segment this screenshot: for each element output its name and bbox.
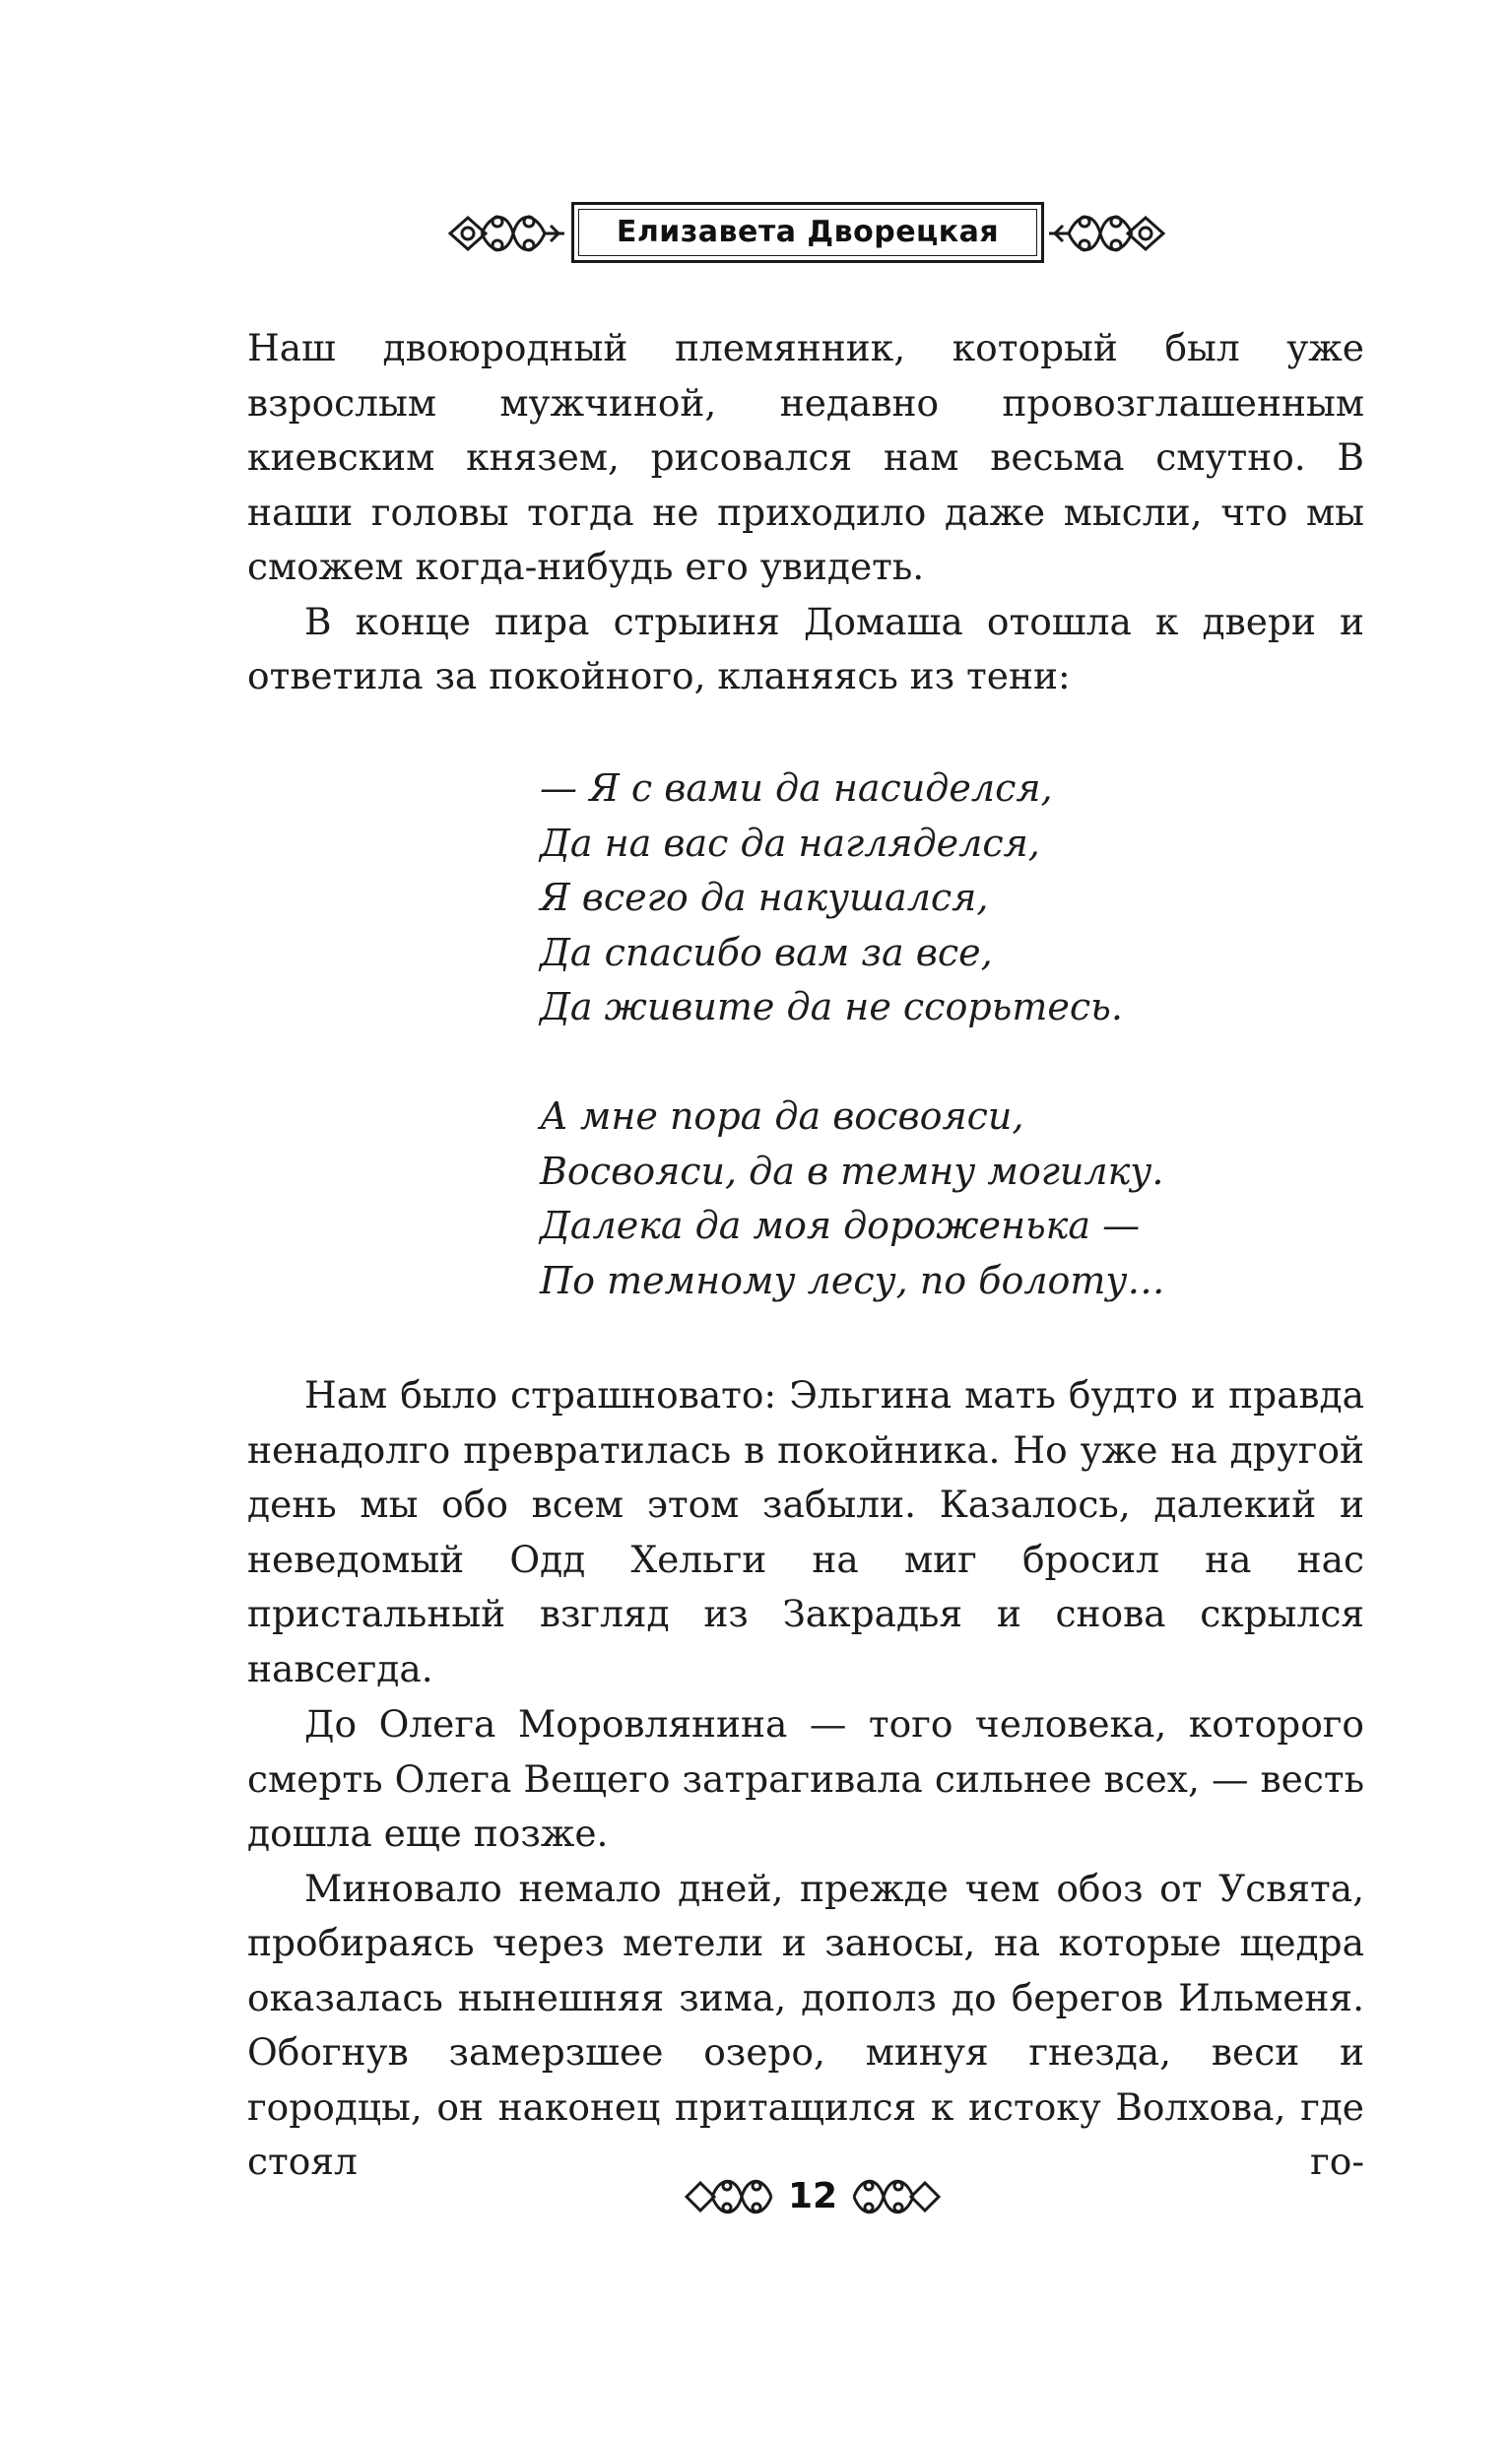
verse-line: Далека да моя дороженька — [540,1204,1141,1247]
knot-ornament-right-icon [1047,204,1165,263]
paragraph-5: Миновало немало дней, прежде чем обоз от Усвята, пробираясь через метели и заносы, на которые щедра оказалась нынешняя зима, дополз до берегов Ильменя. Обогнув замерзшее озеро, минуя гнезда, веси и городцы, он наконец притащился к истоку Волхова, где стоял го- [247,1866,1364,2183]
page-number: 12 [787,2176,838,2216]
verse-line: Я всего да накушался, [540,876,989,919]
page-folio [685,2162,941,2231]
knot-ornament-left-icon [448,204,566,263]
text-block-bottom [247,1697,1364,2190]
verse-line: Да живите да не ссорьтесь. [540,985,1123,1028]
verse-line: Да на вас да нагляделся, [540,821,1040,865]
paragraph-2: В конце пира стрыиня Домаша отошла к двери и ответила за покойного, кланяясь из тени: [247,599,1364,697]
verse-line: По темному лесу, по болоту… [540,1258,1165,1302]
verse-stanza-1 [540,761,1123,1035]
verse-line: Да спасибо вам за все, [540,930,993,974]
verse-line: А мне пора да восвояси, [540,1094,1024,1138]
verse-stanza-2 [540,1089,1164,1308]
paragraph-1: Наш двоюродный племянник, который был уже взрослым мужчиной, недавно провозглашенным киевским князем, рисовался нам весьма смутно. В наши головы тогда не приходило даже мысли, что мы сможем когда-нибудь его увидеть. [247,326,1364,588]
verse-line: — Я с вами да насиделся, [540,766,1053,810]
text-block-top [247,321,1364,704]
knot-ornament-folio-left-icon [685,2168,778,2225]
paragraph-4: До Олега Моровлянина — того человека, которого смерть Олега Вещего затрагивала сильнее всех, — весть дошла еще позже. [247,1702,1364,1855]
text-block-middle [247,1368,1364,1696]
verse-line: Восвояси, да в темну могилку. [540,1149,1164,1193]
knot-ornament-folio-right-icon [847,2168,941,2225]
paragraph-3: Нам было страшновато: Эльгина мать будто и правда ненадолго превратилась в покойника. Но уже на другой день мы обо всем этом забыли. Казалось, далекий и неведомый Одд Хельги на миг бросил на нас пристальный взгляд из Закрадья и снова скрылся навсегда. [247,1373,1364,1690]
running-header [448,202,1167,271]
running-header-author: Елизавета Дворецкая [616,215,1000,249]
